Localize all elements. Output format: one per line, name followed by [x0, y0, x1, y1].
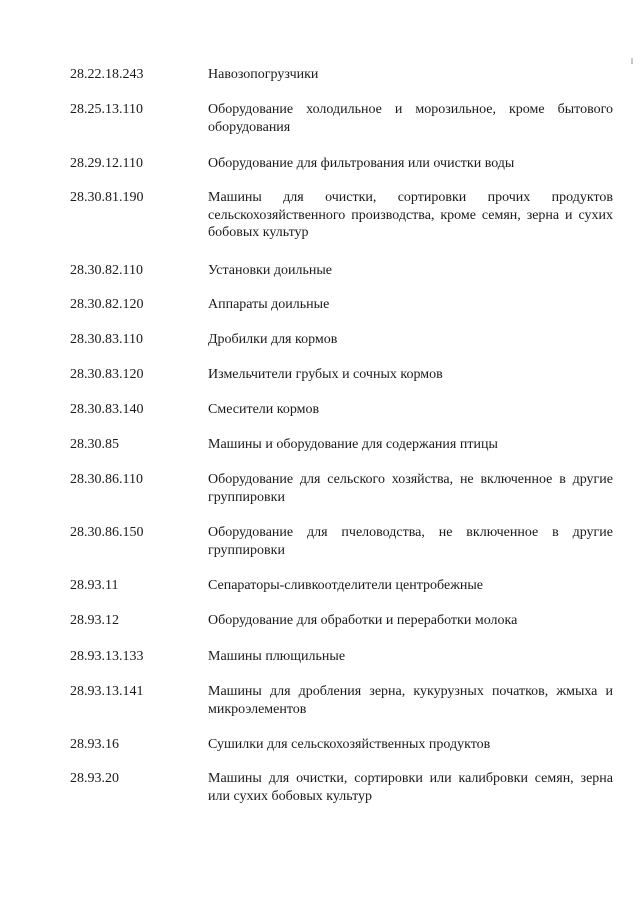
okpd-code: 28.30.82.110: [70, 263, 143, 278]
okpd-code: 28.93.13.141: [70, 684, 144, 699]
item-description: Машины для дробления зерна, кукурузных початков, жмыха и микроэлементов: [208, 684, 613, 717]
item-description: Оборудование холодильное и морозильное, кроме бытового оборудования: [208, 102, 613, 135]
okpd-code: 28.30.83.120: [70, 367, 144, 382]
item-description: Машины плющильные: [208, 649, 346, 664]
item-description: Машины для очистки, сортировки или калибровки семян, зерна или сухих бобовых культур: [208, 771, 613, 804]
okpd-code: 28.30.86.150: [70, 525, 144, 540]
okpd-code: 28.30.81.190: [70, 190, 144, 205]
item-description: Оборудование для пчеловодства, не включенное в другие группировки: [208, 525, 613, 558]
okpd-code: 28.30.83.110: [70, 332, 143, 347]
okpd-code: 28.93.13.133: [70, 649, 144, 664]
okpd-code: 28.93.11: [70, 578, 119, 593]
item-description: Машины для очистки, сортировки прочих продуктов сельскохозяйственного производства, кроме семян, зерна и сухих бобовых культур: [208, 190, 613, 240]
okpd-code: 28.22.18.243: [70, 67, 144, 82]
item-description: Сушилки для сельскохозяйственных продуктов: [208, 737, 491, 752]
item-description: Аппараты доильные: [208, 297, 330, 312]
okpd-code: 28.93.20: [70, 771, 119, 786]
scan-speck: [631, 58, 633, 64]
item-description: Установки доильные: [208, 263, 332, 278]
item-description: Оборудование для сельского хозяйства, не включенное в другие группировки: [208, 472, 613, 505]
okpd-code: 28.30.85: [70, 437, 119, 452]
item-description: Оборудование для фильтрования или очистки воды: [208, 156, 515, 171]
item-description: Навозопогрузчики: [208, 67, 319, 82]
item-description: Оборудование для обработки и переработки молока: [208, 613, 518, 628]
item-description: Дробилки для кормов: [208, 332, 338, 347]
okpd-code: 28.93.16: [70, 737, 119, 752]
okpd-code: 28.25.13.110: [70, 102, 143, 117]
okpd-code: 28.30.82.120: [70, 297, 144, 312]
item-description: Сепараторы-сливкоотделители центробежные: [208, 578, 483, 593]
item-description: Измельчители грубых и сочных кормов: [208, 367, 443, 382]
okpd-code: 28.93.12: [70, 613, 119, 628]
item-description: Смесители кормов: [208, 402, 320, 417]
okpd-code: 28.30.83.140: [70, 402, 144, 417]
okpd-code: 28.30.86.110: [70, 472, 143, 487]
okpd-code: 28.29.12.110: [70, 156, 143, 171]
item-description: Машины и оборудование для содержания птицы: [208, 437, 498, 452]
